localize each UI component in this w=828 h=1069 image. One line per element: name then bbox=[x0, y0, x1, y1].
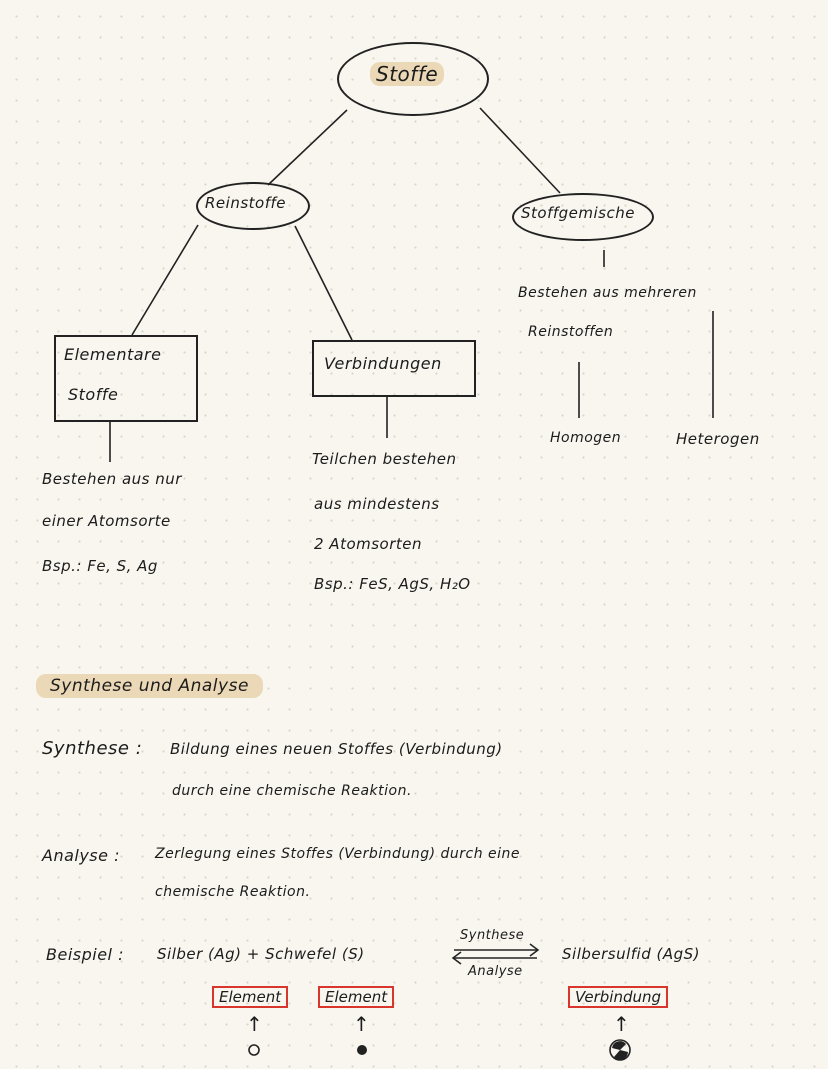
tag-element-silver: Element bbox=[212, 986, 288, 1008]
up-arrow-icon: ↑ bbox=[246, 1012, 263, 1036]
reinstoffe-label: Reinstoffe bbox=[205, 194, 286, 212]
up-arrow-icon: ↑ bbox=[353, 1012, 370, 1036]
synthese-def-1: Bildung eines neuen Stoffes (Verbindung) bbox=[170, 740, 503, 758]
filled-circle-icon bbox=[352, 1040, 372, 1060]
example-left-side: Silber (Ag) + Schwefel (S) bbox=[157, 945, 365, 963]
gemische-desc-2: Reinstoffen bbox=[528, 324, 614, 340]
elementare-label-line2: Stoffe bbox=[68, 385, 119, 404]
example-right-side: Silbersulfid (AgS) bbox=[562, 945, 701, 963]
elementare-desc-3: Bsp.: Fe, S, Ag bbox=[42, 557, 158, 575]
analyse-def-2: chemische Reaktion. bbox=[155, 884, 311, 900]
tag-verbindung: Verbindung bbox=[568, 986, 668, 1008]
root-label: Stoffe bbox=[370, 62, 444, 86]
up-arrow-icon: ↑ bbox=[613, 1012, 630, 1036]
empty-circle-icon bbox=[244, 1040, 264, 1060]
analyse-def-1: Zerlegung eines Stoffes (Verbindung) durch eine bbox=[155, 846, 521, 862]
tag-element-sulfur: Element bbox=[318, 986, 394, 1008]
verbindungen-label: Verbindungen bbox=[324, 354, 442, 373]
arrow-label-synthese: Synthese bbox=[460, 928, 525, 943]
compound-circle-icon bbox=[606, 1036, 634, 1064]
arrow-label-analyse: Analyse bbox=[468, 964, 523, 979]
stoffgemische-label: Stoffgemische bbox=[521, 204, 635, 222]
homogen-label: Homogen bbox=[550, 430, 622, 446]
verbindungen-desc-2: aus mindestens bbox=[314, 495, 440, 513]
analyse-term: Analyse : bbox=[42, 846, 120, 865]
synthese-def-2: durch eine chemische Reaktion. bbox=[172, 783, 412, 799]
section-heading: Synthese und Analyse bbox=[36, 676, 263, 696]
elementare-label-line1: Elementare bbox=[64, 345, 162, 364]
verbindungen-desc-1: Teilchen bestehen bbox=[312, 450, 457, 468]
heterogen-label: Heterogen bbox=[676, 430, 760, 448]
gemische-desc-1: Bestehen aus mehreren bbox=[518, 285, 697, 301]
elementare-desc-1: Bestehen aus nur bbox=[42, 470, 182, 488]
synthese-term: Synthese : bbox=[42, 738, 143, 759]
verbindungen-desc-4: Bsp.: FeS, AgS, H₂O bbox=[314, 575, 471, 593]
verbindungen-desc-3: 2 Atomsorten bbox=[314, 535, 423, 553]
elementare-desc-2: einer Atomsorte bbox=[42, 512, 171, 530]
example-label: Beispiel : bbox=[46, 945, 124, 964]
